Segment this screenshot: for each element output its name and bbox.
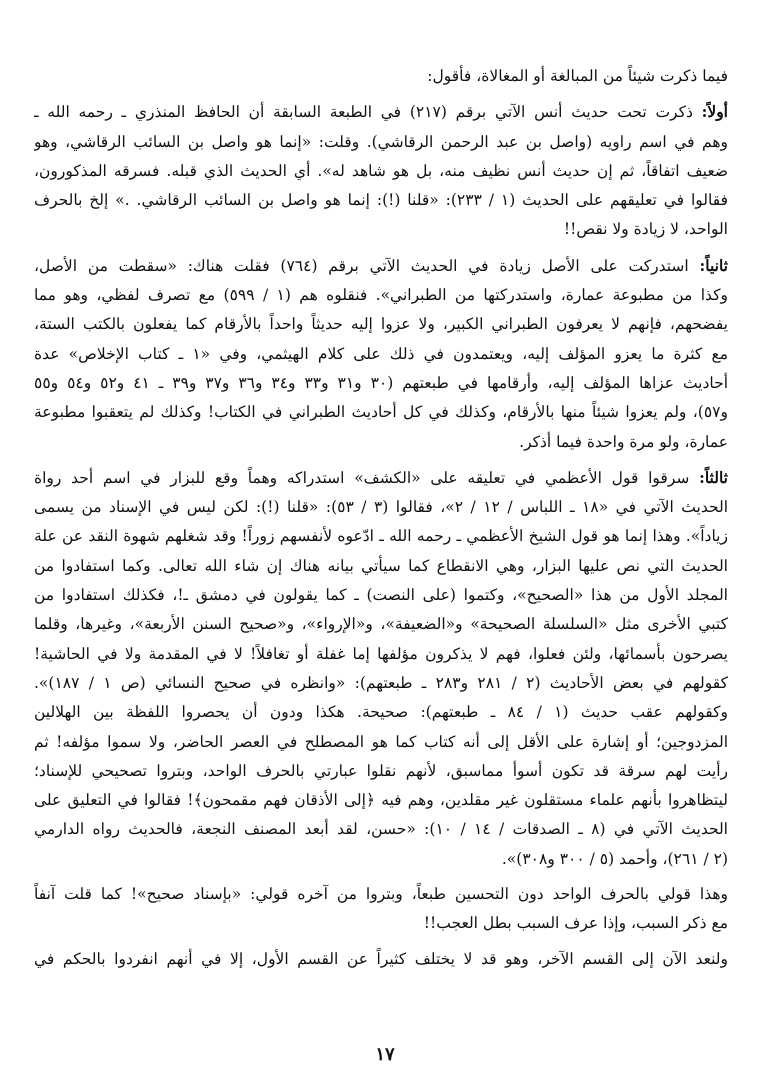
text-line: الحديث الآتي في «١٨ ـ اللباس / ١٢ / ٢»، فقالوا (٣ / ٥٣): «قلنا (!): لكن ليس في الإسناد من يسمى — [34, 498, 728, 517]
closing-paragraph — [34, 945, 728, 974]
point-heading: ثالثاً: — [699, 467, 728, 487]
text-line: وكذا من مطبوعة عمارة، واستدركتها من الطبراني». فنقلوه هم (١ / ٥٩٩) مع تصرف لفظي، وهو مما — [34, 286, 728, 305]
page-number: ١٧ — [375, 1044, 395, 1065]
text-line: أولاً: ذكرت تحت حديث أنس الآتي برقم (٢١٧) في الطبعة السابقة أن الحافظ المنذري ـ رحمه الله ـ — [34, 102, 728, 122]
text-line: فقالوا في تعليقهم على الحديث (١ / ٢٣٣): «قلنا (!): إنما هو واصل بن السائب الرقاشي. .» إلخ بالحرف — [34, 191, 728, 210]
text-line: وهم في اسم راويه (واصل بن عبد الرحمن الرقاشي). وقلت: «إنما هو واصل بن السائب الرقاشي، وهو — [34, 132, 728, 151]
text-line: و٥٧)، ولم يعزوا شيئاً منها بالأرقام، وكذلك في كل أحاديث الطبراني في الكتاب! وكذلك لم يتعقبوا مطبوعة — [34, 403, 728, 422]
text-line: المزدوجين؛ أو إشارة على الأقل إلى أنه كتاب كما هو المصطلح في العصر الحاضر، ولا سموا مؤلفه! ثم — [34, 732, 728, 751]
text-line: ولنعد الآن إلى القسم الآخر، وهو قد لا يختلف كثيراً عن القسم الأول، إلا في أنهم انفردوا بالحكم في — [34, 949, 728, 968]
text-line: يصرحون بأسمائها، ولئن فعلوا، فهم لا يذكرون مؤلفها إما غفلة أو تغافلاً! لا في المقدمة ولا في الحاشية! — [34, 644, 728, 663]
text-line: مع كثرة ما يعزو المؤلف إليه، ويعتمدون في ذلك على كلام الهيثمي، وفي «١ ـ كتاب الإخلاص» عدة — [34, 344, 728, 363]
text-line: وهذا قولي بالحرف الواحد دون التحسين طبعاً، وبتروا من آخره قولي: «بإسناد صحيح»! كما قلت آنفاً — [34, 885, 728, 904]
text-line: (٢ / ٢٦١)، وأحمد (٥ / ٣٠٠ و٣٠٨)». — [501, 849, 728, 868]
text-line: الواحد، لا زيادة ولا نقص!! — [563, 220, 728, 239]
text-line: كقولهم في بعض الأحاديث (٢ / ٢٨١ و٢٨٣ ـ طبعتهم): «وانظره في صحيح النسائي (ص ١ / ١٨٧)». — [34, 673, 728, 692]
text-line: ضعيف اتفاقاً، ثم إن حديث أنس نظيف منه، بل هو شاهد له». أي الحديث الذي قبله. فسرقه المذكورون، — [34, 161, 728, 180]
text-line: ثانياً: استدركت على الأصل زيادة في الحديث الآتي برقم (٧٦٤) فقلت هناك: «سقطت من الأصل، — [34, 255, 728, 275]
text-line: الحديث التي نص عليها البزار، وهي الانقطاع كما سيأتي بيانه هناك إن شاء الله تعالى. وكما استفادوا من — [34, 556, 728, 575]
text-line: وكقولهم عقب حديث (١ / ٨٤ ـ طبعتهم): صحيحة. هكذا ودون أن يحصروا اللفظة بين الهلالين — [34, 703, 728, 722]
first-point-paragraph — [34, 97, 728, 244]
text-line: يفضحهم، فإنهم لا يعرفون الطبراني الكبير، ولا عزوا إليه حديثاً واحداً بالأرقام كما يفعلون بالكتب الستة، — [34, 315, 728, 334]
intro-paragraph — [34, 62, 728, 91]
second-point-paragraph — [34, 251, 728, 457]
text-line: عمارة، ولو مرة واحدة فيما أذكر. — [519, 432, 728, 451]
text-line: مع ذكر السبب، وإذا عرف السبب بطل العجب!! — [423, 914, 728, 933]
text-line: ثالثاً: سرقوا قول الأعظمي في تعليقه على «الكشف» استدراكه وهماً وقع للبزار في اسم أحد رواة — [34, 467, 728, 487]
point-heading: ثانياً: — [699, 255, 728, 275]
text-line: رأيت لهم سرقة قد تكون أسوأ مماسبق، لأنهم نقلوا عبارتي بالحرف الواحد، وبتروا تصحيحي للإسناد؛ — [34, 761, 728, 780]
text-line: ليتظاهروا بأنهم علماء مستقلون غير مقلدين، وهم فيه ﴿إلى الأذقان فهم مقمحون﴾! فقالوا في التعليق على — [34, 791, 728, 810]
conclusion-paragraph — [34, 880, 728, 939]
text-line: كتبي الأخرى مثل «السلسلة الصحيحة» و«الضعيفة»، و«الإرواء»، و«صحيح السنن الأربعة»، وغيرها، وقلما — [34, 615, 728, 634]
point-heading: أولاً: — [701, 102, 728, 122]
third-point-paragraph — [34, 463, 728, 874]
text-line: المجلد الأول من هذا «الصحيح»، وكتموا (على النصت) ـ كما يقولون في دمشق ـ!، فكذلك استفادوا من — [34, 586, 728, 605]
text-line: أحاديث عزاها المؤلف إليه، وأرقامها في طبعتهم (٣٠ و٣١ و٣٣ و٣٤ و٣٦ و٣٧ و٣٩ ـ ٤١ و٥٢ و٥٤ و٥٥ — [34, 373, 728, 392]
text-line: الحديث الآتي في (٨ ـ الصدقات / ١٤ / ١٠): «حسن، لقد أبعد المصنف النجعة، فالحديث رواه الدارمي — [34, 820, 728, 839]
text-line: زياداً». وهذا إنما هو قول الشيخ الأعظمي ـ رحمه الله ـ ادّعوه لأنفسهم زوراً! وقد شغلهم شهوة النقد عن علة — [34, 527, 728, 546]
text-line: فيما ذكرت شيئاً من المبالغة أو المغالاة، فأقول: — [427, 67, 728, 85]
